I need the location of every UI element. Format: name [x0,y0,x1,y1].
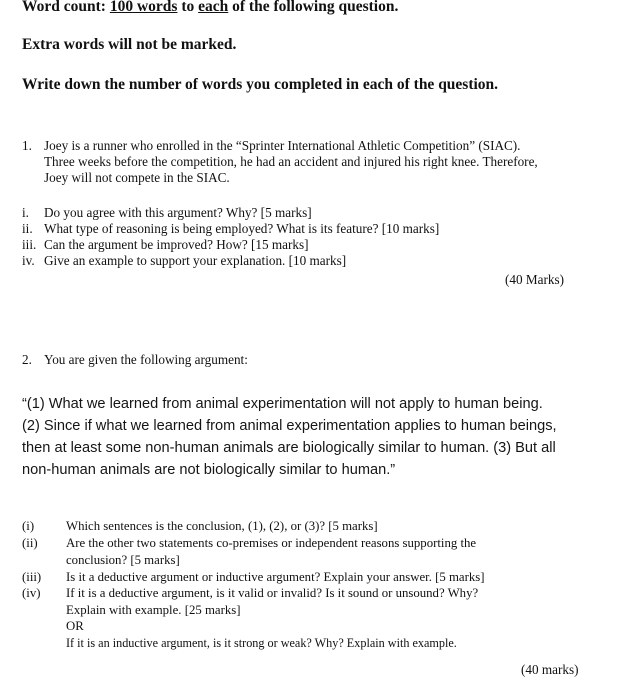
word-count-each: each [198,0,229,15]
question-1-line: Three weeks before the competition, he had an accident and injured his right knee. Therefore, [44,154,538,169]
question-2-intro: You are given the following argument: [44,352,248,367]
sub-item-number: iv. [22,253,35,268]
sub-item-text: Explain with example. [25 marks] [66,602,241,617]
sub-item-number: (ii) [22,536,38,550]
sub-item-text: Which sentences is the conclusion, (1), (2), or (3)? [5 marks] [66,519,378,533]
argument-quote-line: “(1) What we learned from animal experimentation will not apply to human being. [22,396,543,412]
sub-item-text: Do you agree with this argument? Why? [5 marks] [44,205,312,220]
word-number-instruction: Write down the number of words you completed in each of the question. [22,76,499,93]
sub-item-number: ii. [22,221,33,236]
sub-item-number: (i) [22,519,35,533]
question-2-total-marks: (40 marks) [521,662,579,677]
sub-item-text: conclusion? [5 marks] [66,552,180,567]
question-2-sub-item [0,569,620,586]
question-1-line: Joey will not compete in the SIAC. [44,170,230,185]
word-count-mid: to [177,0,199,15]
question-2-sub-item [0,535,620,569]
word-count-value: 100 words [109,0,178,15]
sub-item-text: If it is an inductive argument, is it strong or weak? Why? Explain with example. [66,636,457,650]
question-1-sub-item [22,221,439,237]
extra-words-instruction: Extra words will not be marked. [22,36,237,53]
sub-item-text: Can the argument be improved? How? [15 marks] [44,237,309,252]
word-count-suffix: of the following question. [228,0,399,15]
word-count-prefix: Word count: [22,0,110,15]
question-2-number: 2. [22,352,32,367]
sub-item-number: i. [22,205,29,220]
sub-item-number: (iv) [22,586,41,600]
question-1-sub-item [22,253,346,269]
argument-quote-line: then at least some non-human animals are biologically similar to human. (3) But all [22,440,556,456]
question-1-sub-item [22,237,309,253]
argument-quote-line: (2) Since if what we learned from animal experimentation applies to human beings, [22,418,557,434]
sub-item-text: Is it a deductive argument or inductive argument? Explain your answer. [5 marks] [66,570,485,584]
question-1-number: 1. [22,138,32,153]
question-1-sub-item [22,205,312,221]
sub-item-or: OR [66,619,84,633]
sub-item-text: What type of reasoning is being employed? What is its feature? [10 marks] [44,221,440,236]
question-1-total-marks: (40 Marks) [505,272,564,287]
sub-item-text: If it is a deductive argument, is it valid or invalid? Is it sound or unsound? Why? [66,586,479,600]
sub-item-number: iii. [22,237,37,252]
question-2-sub-item [0,585,620,655]
argument-quote-line: non-human animals are not biologically similar to human.” [22,462,396,478]
sub-item-number: (iii) [22,570,42,584]
question-1-line: Joey is a runner who enrolled in the “Sprinter International Athletic Competition” (SIAC). [44,138,521,153]
word-count-instruction [22,0,398,16]
question-2-sub-item [0,518,620,535]
sub-item-text: Are the other two statements co-premises or independent reasons supporting the [66,536,477,550]
sub-item-text: Give an example to support your explanation. [10 marks] [44,253,347,268]
